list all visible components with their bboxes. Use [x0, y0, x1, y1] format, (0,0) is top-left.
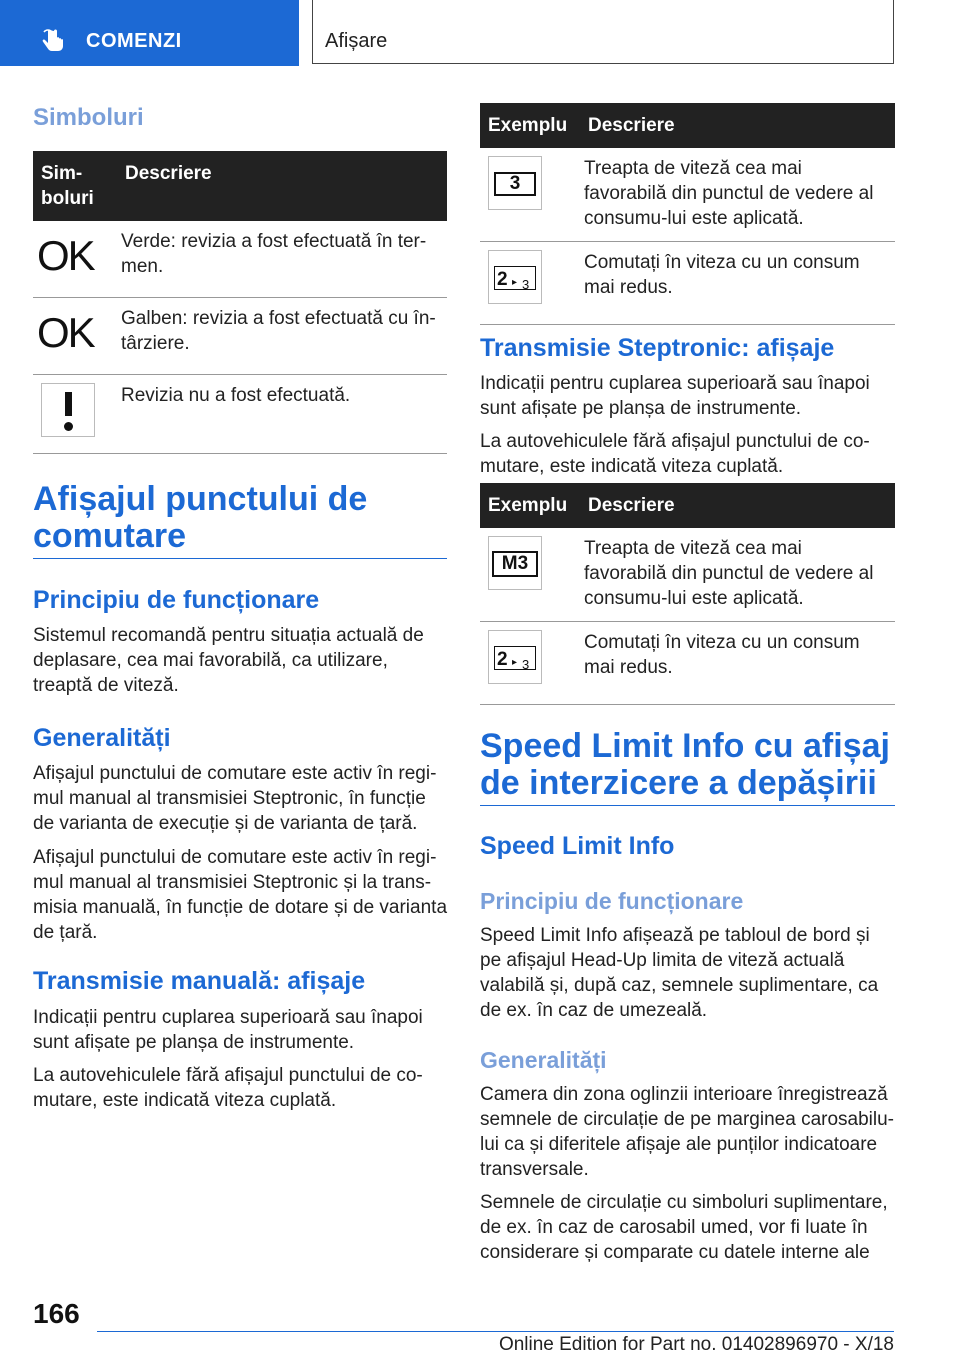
- table-row: [33, 298, 447, 375]
- paragraph-manual-1: Indicații pentru cuplarea superioară sau înapoi sunt afișate pe planșa de instrumente.: [33, 1007, 423, 1053]
- table-row: [33, 375, 447, 454]
- top-bar: [0, 0, 960, 66]
- title-divider: [33, 558, 447, 559]
- hand-pointer-icon: [40, 28, 66, 54]
- gear-3-icon: 3: [488, 156, 542, 210]
- paragraph-sli-general-2: Semnele de circulație cu simboluri suplimentare, de ex. în caz de carosabil umed, vor fi luate în considerare și comparate cu datele interne ale: [480, 1192, 888, 1263]
- paragraph-sli-general-1: Camera din zona oglinzii interioare înregistrează semnele de circulație de pe marginea carosabilu-lui ca și diferitele afișaje ale punților indicatoare transversale.: [480, 1084, 895, 1180]
- ok-yellow-icon: OK: [37, 309, 94, 356]
- row-description: Galben: revizia a fost efectuată cu în- târziere.: [117, 298, 447, 375]
- description-col-header: Descriere: [117, 151, 447, 221]
- symbols-col-header: Sim- boluri: [33, 151, 117, 221]
- example-table-2: [480, 483, 895, 705]
- edition-text: Online Edition for Part no. 01402896970 - X/18: [498, 1334, 894, 1355]
- row-description: Verde: revizia a fost efectuată în ter- men.: [117, 221, 447, 298]
- symbols-table: [33, 151, 447, 454]
- section-tab-label: Afișare: [325, 30, 388, 52]
- symbols-heading: Simboluri: [33, 104, 144, 131]
- page-number: 166: [33, 1298, 80, 1329]
- shift-up-2-to-3-icon: 2 ▸ 3: [488, 630, 542, 684]
- footer-divider: [97, 1331, 894, 1332]
- description-col-header: Descriere: [580, 483, 895, 528]
- description-col-header: Descriere: [580, 103, 895, 148]
- paragraph-general-1: Afișajul punctului de comutare este activ în regi-mul manual al transmisiei Steptronic, în funcție de varianta de execuție și de varianta de țară.: [33, 763, 437, 834]
- row-description: Comutați în viteza cu un consum mai redus.: [580, 242, 895, 325]
- paragraph-steptronic-2: La autovehiculele fără afișajul punctului de co-mutare, este indicată viteza cuplată.: [480, 431, 870, 477]
- chapter-tab-comenzi[interactable]: [0, 0, 299, 66]
- heading-principle: Principiu de funcționare: [33, 586, 320, 614]
- section-title-speed-limit: Speed Limit Info cu afișaj de interzicere a depășirii: [480, 727, 890, 802]
- shift-up-2-to-3-icon: 2 ▸ 3: [488, 250, 542, 304]
- table-row: [480, 528, 895, 622]
- symbols-table-wrapper: [33, 151, 447, 454]
- title-divider: [480, 805, 895, 806]
- chapter-tab-label: COMENZI: [86, 30, 182, 52]
- table-row: [480, 242, 895, 325]
- heading-principle: Principiu de funcționare: [480, 888, 744, 914]
- example-col-header: Exemplu: [480, 483, 580, 528]
- table-row: [480, 622, 895, 705]
- row-description: Revizia nu a fost efectuată.: [117, 375, 447, 454]
- ok-green-icon: OK: [37, 232, 94, 279]
- exclamation-icon: [41, 383, 95, 437]
- heading-steptronic: Transmisie Steptronic: afișaje: [480, 334, 835, 362]
- table-row: [480, 148, 895, 242]
- heading-speed-limit-info: Speed Limit Info: [480, 832, 675, 860]
- heading-general: Generalități: [33, 724, 171, 752]
- paragraph-steptronic-1: Indicații pentru cuplarea superioară sau înapoi sunt afișate pe planșa de instrumente.: [480, 373, 870, 419]
- example-table-2-wrapper: [480, 483, 895, 705]
- example-col-header: Exemplu: [480, 103, 580, 148]
- example-table-1: [480, 103, 895, 325]
- heading-manual-transmission: Transmisie manuală: afișaje: [33, 967, 366, 995]
- row-description: Comutați în viteza cu un consum mai redus.: [580, 622, 895, 705]
- row-description: Treapta de viteză cea mai favorabilă din punctul de vedere al consumu-lui este aplicată.: [580, 528, 895, 622]
- table-row: [33, 221, 447, 298]
- paragraph-manual-2: La autovehiculele fără afișajul punctului de co-mutare, este indicată viteza cuplată.: [33, 1065, 423, 1111]
- heading-general: Generalități: [480, 1047, 607, 1073]
- example-table-1-wrapper: [480, 103, 895, 325]
- paragraph-general-2: Afișajul punctului de comutare este activ în regi-mul manual al transmisiei Steptronic și la trans-misia manuală, în funcție de dotare și de varianta de țară.: [33, 847, 448, 943]
- paragraph-principle: Sistemul recomandă pentru situația actuală de deplasare, cea mai favorabilă, ca utilizare, treaptă de viteză.: [33, 625, 424, 696]
- section-title-shift-point: Afișajul punctului de comutare: [33, 480, 368, 555]
- paragraph-sli-principle: Speed Limit Info afișează pe tabloul de bord și pe afișajul Head-Up limita de viteză actuală valabilă și, după caz, semnele suplimentare, ca de ex. în caz de umezeală.: [480, 925, 879, 1021]
- gear-m3-icon: M3: [488, 536, 542, 590]
- section-tab-afisare[interactable]: [312, 0, 894, 64]
- row-description: Treapta de viteză cea mai favorabilă din punctul de vedere al consumu-lui este aplicată.: [580, 148, 895, 242]
